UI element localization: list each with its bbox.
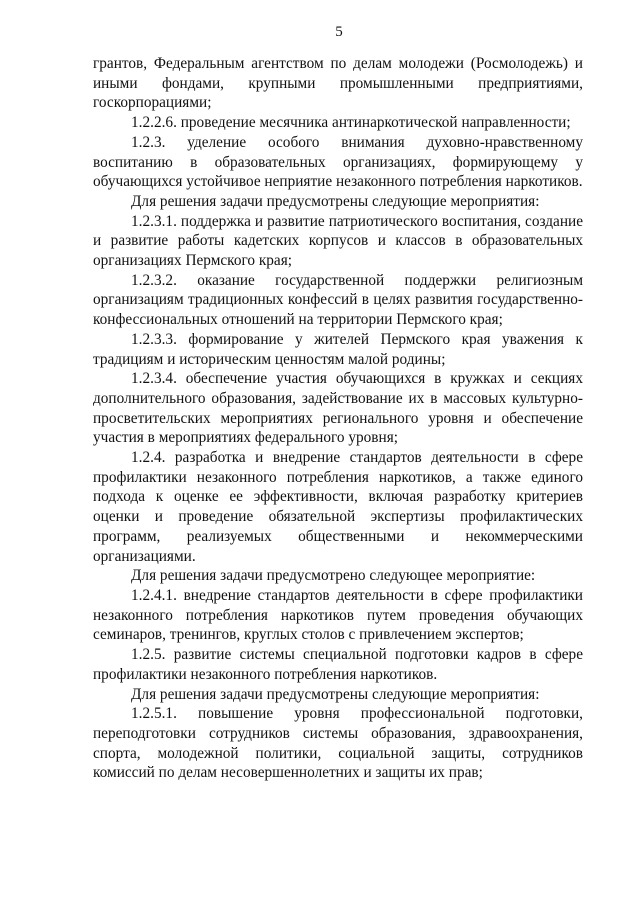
paragraph: 1.2.5. развитие системы специальной подготовки кадров в сфере профилактики незаконного потребления наркотиков. — [93, 646, 583, 683]
paragraph: грантов, Федеральным агентством по делам молодежи (Росмолодежь) и иными фондами, крупными промышленными предприятиями, госкорпорациями; — [93, 55, 583, 112]
paragraph: 1.2.3.2. оказание государственной поддержки религиозным организациям традиционных конфессий в целях развития государственно-конфессиональных отношений на территории Пермского края; — [93, 271, 583, 329]
paragraph: 1.2.4. разработка и внедрение стандартов деятельности в сфере профилактики незаконного потребления наркотиков, а также единого подхода к оценке ее эффективности, включая разработку критериев оценки и проведение обязательной экспертизы профилактических программ, реализуемых общественными и некоммерческими организациями. — [93, 449, 583, 565]
paragraph: 1.2.3.4. обеспечение участия обучающихся в кружках и секциях дополнительного образования, задействование их в массовых культурно-просветительских мероприятиях регионального уровня и обеспечение участия в мероприятиях федерального уровня; — [93, 370, 583, 447]
paragraph: 1.2.2.6. проведение месячника антинаркотической направленности; — [131, 114, 571, 132]
paragraph: 1.2.3.3. формирование у жителей Пермского края уважения к традициям и историческим ценностям малой родины; — [93, 330, 583, 368]
paragraph: 1.2.3. уделение особого внимания духовно-нравственному воспитанию в образовательных организациях, формирующему у обучающихся устойчивое неприятие незаконного потребления наркотиков. — [93, 133, 583, 191]
paragraph: Для решения задачи предусмотрено следующее мероприятие: — [131, 567, 536, 585]
document-page — [93, 22, 583, 783]
page-number: 5 — [335, 24, 343, 40]
paragraph: Для решения задачи предусмотрены следующие мероприятия: — [131, 685, 540, 703]
document-body — [93, 54, 583, 783]
paragraph: 1.2.3.1. поддержка и развитие патриотического воспитания, создание и развитие работы кадетских корпусов и классов в образовательных организациях Пермского края; — [93, 212, 583, 270]
paragraph: 1.2.4.1. внедрение стандартов деятельности в сфере профилактики незаконного потребления наркотиков путем проведения обучающих семинаров, тренингов, круглых столов с привлечением экспертов; — [93, 586, 583, 644]
paragraph: Для решения задачи предусмотрены следующие мероприятия: — [131, 192, 540, 210]
paragraph: 1.2.5.1. повышение уровня профессиональной подготовки, переподготовки сотрудников системы образования, здравоохранения, спорта, молодежной политики, социальной защиты, сотрудников комиссий по делам несовершеннолетних и защиты их прав; — [93, 705, 583, 782]
